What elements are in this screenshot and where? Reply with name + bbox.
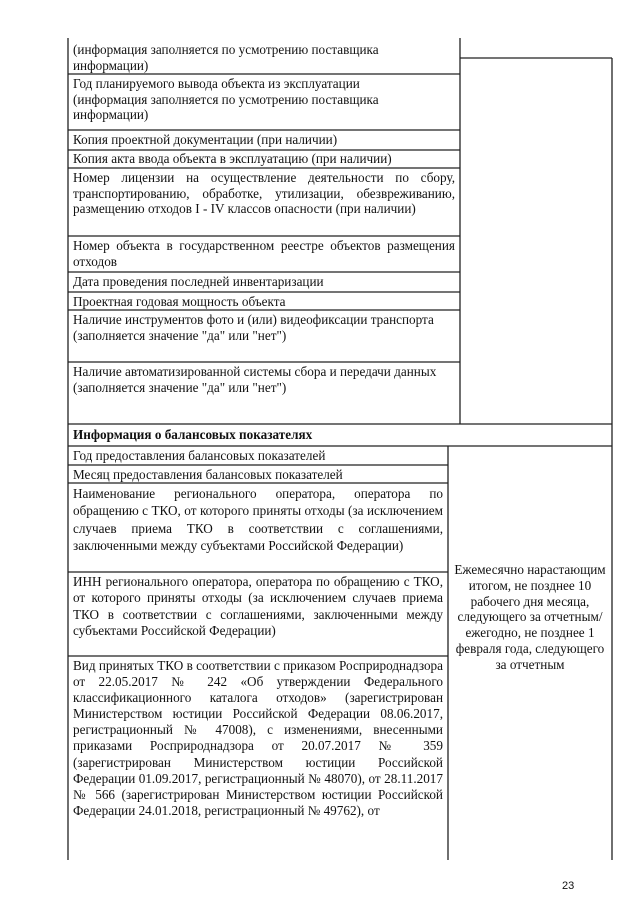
row-provider-info-note xyxy=(70,42,458,74)
row-text: информации) xyxy=(73,57,149,73)
row-text: Дата проведения последней инвентаризации xyxy=(73,274,324,289)
row-text: Год предоставления балансовых показателей xyxy=(73,448,326,463)
row-text: информации) xyxy=(73,107,149,123)
row-project-docs xyxy=(70,132,458,150)
row-text: (заполняется значение "да" или "нет") xyxy=(73,327,287,343)
row-annual-capacity xyxy=(70,294,458,310)
row-text: Наименование регионального оператора, оператора по обращению с ТКО, от которого приняты отходы (за исключением случаев приема ТКО в соответствии с соглашениями, заключенными между субъектами Российской Федерации) xyxy=(73,486,443,553)
row-text: Номер лицензии на осуществление деятельности по сбору, транспортированию, обработке, утилизации, обезвреживанию, размещению отходов I - IV классов опасности (при наличии) xyxy=(73,170,455,217)
frequency-text: Ежемесячно нарастающим итогом, не позднее 10 рабочего дня месяца, следующего за отчетным/ежегодно, не позднее 1 февраля года, следующего за отчетным xyxy=(454,562,606,672)
row-operator-inn xyxy=(70,574,446,656)
row-text: Проектная годовая мощность объекта xyxy=(73,294,286,309)
row-text: Наличие инструментов фото и (или) видеофиксации транспорта xyxy=(73,312,434,327)
row-automated-system xyxy=(70,364,458,424)
row-text: (заполняется значение "да" или "нет") xyxy=(73,379,287,395)
section-heading-text: Информация о балансовых показателях xyxy=(73,427,313,442)
row-registry-number xyxy=(70,238,458,272)
row-text: (информация заполняется по усмотрению поставщика xyxy=(73,91,379,107)
row-decommission-year xyxy=(70,76,458,130)
row-license-number xyxy=(70,170,458,236)
row-photo-video xyxy=(70,312,458,362)
row-text: Наличие автоматизированной системы сбора и передачи данных xyxy=(73,364,437,379)
row-text: ИНН регионального оператора, оператора по обращению с ТКО, от которого приняты отходы (за исключением случаев приема ТКО в соответствии с соглашениями, заключенными между субъектами Российской Федерации) xyxy=(73,574,443,639)
row-balance-month xyxy=(70,467,446,483)
row-text: Копия акта ввода объекта в эксплуатацию (при наличии) xyxy=(73,151,392,166)
row-balance-year xyxy=(70,448,446,465)
row-commissioning-act xyxy=(70,151,458,168)
row-text: Копия проектной документации (при наличии) xyxy=(73,132,338,147)
section-heading-balance xyxy=(70,427,610,445)
row-text: (информация заполняется по усмотрению поставщика xyxy=(73,42,379,57)
row-text: Номер объекта в государственном реестре объектов размещения отходов xyxy=(73,238,455,269)
row-operator-name xyxy=(70,485,446,572)
row-text: Вид принятых ТКО в соответствии с приказом Росприроднадзора от 22.05.2017 № 242 «Об утверждении Федерального классификационного каталога отходов» (зарегистрирован Министерством юстиции Российской Федерации 08.06.2017, регистрационный № 47008), с изменениями, внесенными приказами Росприроднадзора от 20.07.2017 № 359 (зарегистрирован Министерством юстиции Российской Федерации 01.09.2017, регистрационный № 48070), от 28.11.2017 № 566 (зарегистрирован Министерством юстиции Российской Федерации 24.01.2018, регистрационный № 49762), от xyxy=(73,658,443,818)
row-waste-type xyxy=(70,658,446,860)
row-text: Месяц предоставления балансовых показателей xyxy=(73,467,343,482)
page-number: 23 xyxy=(562,880,575,892)
row-text: Год планируемого вывода объекта из эксплуатации xyxy=(73,76,360,91)
submission-frequency xyxy=(452,562,608,673)
row-last-inventory xyxy=(70,274,458,292)
